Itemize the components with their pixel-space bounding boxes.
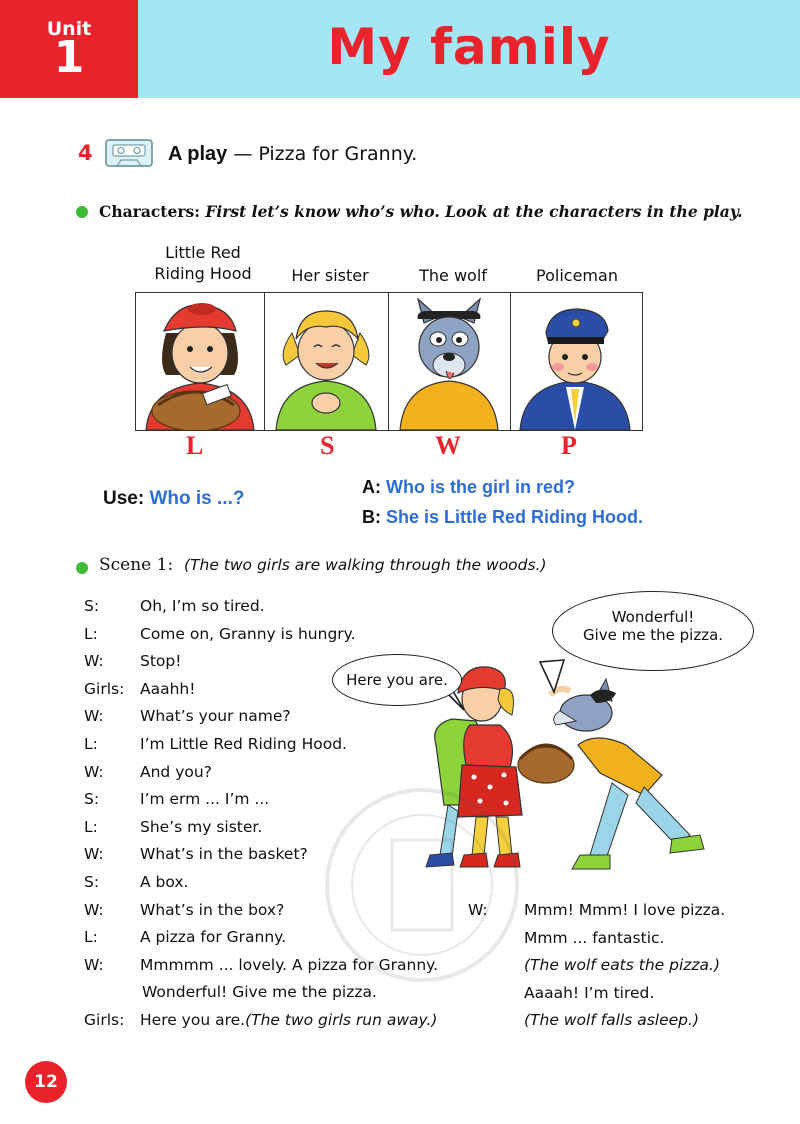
- characters-label: Characters:: [99, 202, 200, 221]
- dialogue-line: Mmm ... fantastic.: [524, 928, 665, 947]
- dialogue-speaker: W:: [84, 707, 104, 726]
- dialogue-speaker: S:: [84, 597, 100, 615]
- dialogue-line: [140, 901, 284, 919]
- dialogue-line: [140, 597, 265, 615]
- dialogue-text: A pizza for Granny.: [140, 928, 287, 947]
- use-prompt: [103, 488, 244, 510]
- girl-in-red-illustration: [136, 293, 264, 430]
- wolf-illustration: [388, 293, 510, 430]
- dialogue-line: [140, 1011, 437, 1029]
- use-label: Use:: [103, 488, 145, 509]
- dialogue-line: [140, 873, 188, 891]
- dialogue-line: Aaaah! I’m tired.: [524, 983, 655, 1002]
- watermark-seal: [322, 770, 522, 1000]
- page-number: 12: [25, 1061, 67, 1103]
- dialogue-text: Mmmmm ... lovely. A pizza for Granny.: [140, 955, 439, 974]
- dialogue-speaker: W:: [84, 900, 104, 919]
- dialogue-line: [140, 735, 347, 753]
- dialogue-speaker: L:: [84, 624, 98, 643]
- scene-heading: [99, 555, 547, 575]
- dialogue-text: Here you are.: [140, 1011, 246, 1029]
- dialogue-speaker: Girls:: [84, 1011, 125, 1029]
- activity-title-bold: A play: [168, 143, 228, 165]
- unit-number: 1: [53, 32, 85, 83]
- character-label-s: Her sister: [291, 266, 369, 285]
- dialogue-text: What’s your name?: [140, 707, 291, 726]
- character-name: Riding Hood: [154, 264, 252, 283]
- stage-direction: (The two girls run away.): [245, 1011, 438, 1029]
- character-label-w: The wolf: [419, 266, 487, 285]
- activity-title-rest: — Pizza for Granny.: [227, 143, 418, 165]
- dialogue-speaker: Girls:: [84, 679, 125, 698]
- dialogue-line: [140, 763, 212, 781]
- dialogue-line: [140, 818, 262, 836]
- dialogue-speaker: S:: [84, 790, 100, 809]
- speech-bubble-wolf: [552, 591, 754, 671]
- dialogue-speaker: L:: [84, 735, 98, 753]
- character-cell-p: [510, 293, 642, 430]
- dialogue-line: [140, 625, 356, 643]
- dialogue-line: [140, 790, 269, 808]
- dialogue-speaker: L:: [84, 817, 98, 836]
- character-letter-s: S: [320, 431, 335, 460]
- answer-text: She is Little Red Riding Hood.: [386, 507, 644, 527]
- character-label-l: [140, 242, 266, 284]
- unit-badge: [0, 0, 138, 98]
- dialogue-text: She’s my sister.: [140, 817, 263, 836]
- characters-text: First let’s know who’s who. Look at the characters in the play.: [205, 202, 743, 221]
- unit-label: Unit: [46, 18, 92, 40]
- character-letter-p: P: [561, 431, 577, 460]
- dialogue-speaker: W:: [84, 762, 104, 781]
- character-cell-s: [264, 293, 389, 430]
- bullet-dot: [76, 206, 88, 218]
- dialogue-speaker: L:: [84, 928, 98, 947]
- page-title: My family: [327, 18, 611, 76]
- bullet-dot: [76, 562, 88, 574]
- character-label-p: Policeman: [536, 266, 618, 285]
- dialogue-text: Oh, I’m so tired.: [140, 597, 265, 615]
- dialogue-text: Wonderful! Give me the pizza.: [142, 983, 377, 1002]
- question-text: Who is the girl in red?: [386, 477, 576, 497]
- dialogue-line: [140, 652, 181, 670]
- dialogue-text: What’s in the box?: [140, 900, 285, 919]
- dialogue-line: [140, 928, 286, 946]
- dialogue-speaker: S:: [84, 873, 100, 891]
- character-letter-w: W: [435, 431, 461, 460]
- policeman-illustration: [510, 293, 640, 430]
- scene-direction: (The two girls are walking through the woods.): [184, 556, 547, 574]
- dialogue-speaker: W:: [84, 652, 104, 671]
- speaker-b: B:: [362, 507, 381, 527]
- sister-illustration: [264, 293, 388, 430]
- dialogue-line: Mmm! Mmm! I love pizza.: [524, 901, 726, 919]
- character-picture-strip: [135, 292, 643, 431]
- cassette-icon: [103, 136, 155, 170]
- dialogue-text: What’s in the basket?: [140, 845, 308, 864]
- characters-instruction: [99, 202, 742, 221]
- dialogue-text: And you?: [140, 762, 212, 781]
- example-question: [362, 477, 575, 498]
- use-phrase: Who is ...?: [149, 488, 245, 509]
- character-cell-l: [136, 293, 265, 430]
- dialogue-text: A box.: [140, 873, 189, 891]
- dialogue-right-speaker: W:: [468, 901, 488, 919]
- dialogue-line: [140, 707, 291, 725]
- stage-direction: (The wolf falls asleep.): [524, 1011, 699, 1030]
- bubble-wolf-line2: Give me the pizza.: [582, 626, 724, 644]
- dialogue-text: Stop!: [140, 652, 182, 671]
- bubble-wolf-line1: Wonderful!: [611, 608, 695, 626]
- character-cell-w: [388, 293, 511, 430]
- stage-direction: (The wolf eats the pizza.): [524, 956, 721, 975]
- dialogue-text: I’m erm ... I’m ...: [140, 790, 270, 809]
- dialogue-speaker: W:: [84, 845, 104, 864]
- dialogue-line: [140, 680, 195, 698]
- speaker-a: A:: [362, 477, 381, 497]
- character-letter-l: L: [186, 431, 204, 460]
- speech-bubble-girls: Here you are.: [332, 654, 462, 706]
- dialogue-text: Come on, Granny is hungry.: [140, 624, 356, 643]
- scene-label: Scene 1:: [99, 555, 174, 575]
- dialogue-text: Aaahh!: [140, 679, 196, 698]
- activity-title: [168, 143, 417, 166]
- example-answer: [362, 507, 643, 528]
- dialogue-text: I’m Little Red Riding Hood.: [140, 735, 347, 753]
- activity-number: 4: [78, 141, 93, 165]
- dialogue-speaker: W:: [84, 955, 104, 974]
- dialogue-line: [140, 845, 308, 863]
- character-name: Little Red: [165, 243, 241, 262]
